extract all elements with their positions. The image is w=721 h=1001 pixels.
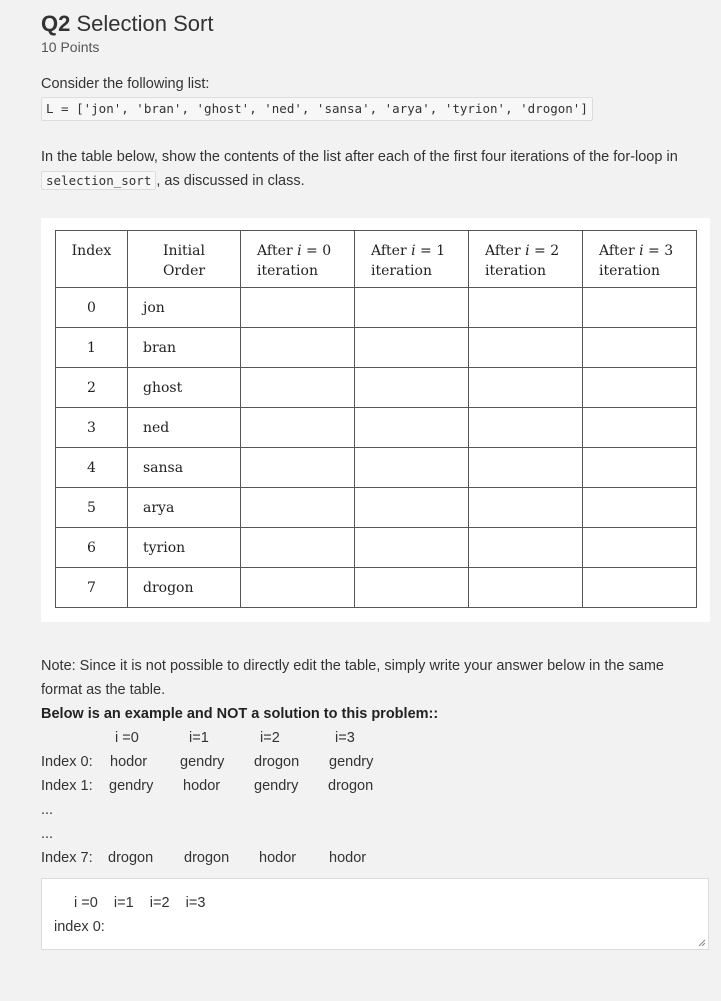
example-header-i3: i=3 bbox=[335, 730, 355, 746]
list-code-line bbox=[41, 97, 593, 121]
empty-cell bbox=[355, 328, 469, 368]
answer-line-header: i =0 i=1 i=2 i=3 bbox=[74, 895, 206, 911]
empty-cell bbox=[355, 568, 469, 608]
i-variable: i bbox=[639, 243, 644, 259]
example-value: drogon bbox=[254, 754, 300, 770]
empty-cell bbox=[583, 448, 697, 488]
empty-cell bbox=[355, 408, 469, 448]
header-initial-order bbox=[128, 231, 241, 288]
row-initial: sansa bbox=[128, 448, 241, 488]
empty-cell bbox=[583, 288, 697, 328]
example-value: hodor bbox=[259, 850, 297, 866]
row-initial: drogon bbox=[128, 568, 241, 608]
instruction-text bbox=[41, 145, 706, 193]
iter-number: 3 bbox=[664, 243, 674, 259]
i-variable: i bbox=[525, 243, 530, 259]
header-after-i-2 bbox=[469, 231, 583, 288]
note-block bbox=[41, 654, 706, 870]
example-value: gendry bbox=[254, 778, 299, 794]
table-header-row bbox=[56, 231, 697, 288]
equals-sign: = bbox=[306, 243, 318, 259]
row-index: 5 bbox=[56, 488, 128, 528]
instruction-before: In the table below, show the contents of the list after each of the first four iterations of the for-loop in bbox=[41, 149, 678, 165]
example-row bbox=[41, 750, 706, 774]
table-row bbox=[56, 288, 697, 328]
question-header bbox=[41, 10, 213, 55]
note-bold-text: Below is an example and NOT a solution to this problem:: bbox=[41, 706, 439, 722]
example-value: drogon bbox=[184, 850, 230, 866]
ellipsis-row bbox=[41, 822, 706, 846]
empty-cell bbox=[241, 488, 355, 528]
example-value: gendry bbox=[329, 754, 374, 770]
example-value: hodor bbox=[183, 778, 221, 794]
empty-cell bbox=[355, 448, 469, 488]
ellipsis: ... bbox=[41, 826, 54, 842]
row-initial: jon bbox=[128, 288, 241, 328]
empty-cell bbox=[241, 328, 355, 368]
empty-cell bbox=[583, 488, 697, 528]
answer-textarea[interactable] bbox=[41, 878, 709, 950]
example-value: hodor bbox=[110, 754, 148, 770]
after-label: After bbox=[599, 243, 635, 259]
selection-table bbox=[55, 230, 697, 608]
question-title bbox=[41, 10, 213, 38]
row-initial: tyrion bbox=[128, 528, 241, 568]
empty-cell bbox=[241, 448, 355, 488]
empty-cell bbox=[469, 408, 583, 448]
header-initial-word: Initial bbox=[163, 243, 205, 259]
row-index: 4 bbox=[56, 448, 128, 488]
empty-cell bbox=[355, 488, 469, 528]
example-row-label: Index 0: bbox=[41, 754, 93, 770]
example-value: drogon bbox=[328, 778, 374, 794]
after-label: After bbox=[485, 243, 521, 259]
table-row bbox=[56, 528, 697, 568]
empty-cell bbox=[355, 368, 469, 408]
table-row bbox=[56, 488, 697, 528]
header-after-i-1 bbox=[355, 231, 469, 288]
row-index: 6 bbox=[56, 528, 128, 568]
after-label: After bbox=[371, 243, 407, 259]
table-row bbox=[56, 408, 697, 448]
empty-cell bbox=[241, 568, 355, 608]
empty-cell bbox=[469, 488, 583, 528]
iter-number: 0 bbox=[322, 243, 332, 259]
header-index: Index bbox=[56, 231, 128, 288]
empty-cell bbox=[469, 288, 583, 328]
example-value: gendry bbox=[109, 778, 154, 794]
empty-cell bbox=[583, 408, 697, 448]
ellipsis-row bbox=[41, 798, 706, 822]
empty-cell bbox=[583, 368, 697, 408]
header-after-i-0 bbox=[241, 231, 355, 288]
example-row-label: Index 7: bbox=[41, 850, 93, 866]
row-initial: bran bbox=[128, 328, 241, 368]
row-initial: ghost bbox=[128, 368, 241, 408]
iteration-label: iteration bbox=[599, 263, 660, 279]
list-code: L = ['jon', 'bran', 'ghost', 'ned', 'sansa', 'arya', 'tyrion', 'drogon'] bbox=[41, 97, 593, 121]
example-value: gendry bbox=[180, 754, 225, 770]
empty-cell bbox=[469, 528, 583, 568]
note-text: Note: Since it is not possible to directly edit the table, simply write your answer below in the same format as the table. bbox=[41, 658, 664, 698]
empty-cell bbox=[469, 328, 583, 368]
empty-cell bbox=[469, 568, 583, 608]
example-row bbox=[41, 846, 706, 870]
instruction-code: selection_sort bbox=[41, 171, 156, 190]
table-row bbox=[56, 328, 697, 368]
empty-cell bbox=[469, 448, 583, 488]
i-variable: i bbox=[411, 243, 416, 259]
example-header-i0: i =0 bbox=[115, 730, 139, 746]
example-value: drogon bbox=[108, 850, 154, 866]
answer-line-index0: index 0: bbox=[54, 919, 105, 935]
table-row bbox=[56, 448, 697, 488]
instruction-after: , as discussed in class. bbox=[156, 173, 305, 189]
row-index: 2 bbox=[56, 368, 128, 408]
table-row bbox=[56, 368, 697, 408]
example-row bbox=[41, 774, 706, 798]
iteration-label: iteration bbox=[485, 263, 546, 279]
question-number: Q2 bbox=[41, 11, 71, 36]
header-after-i-3 bbox=[583, 231, 697, 288]
i-variable: i bbox=[297, 243, 302, 259]
after-label: After bbox=[257, 243, 293, 259]
example-header-row bbox=[41, 726, 706, 750]
example-header-i2: i=2 bbox=[260, 730, 280, 746]
row-index: 1 bbox=[56, 328, 128, 368]
empty-cell bbox=[355, 528, 469, 568]
row-initial: ned bbox=[128, 408, 241, 448]
equals-sign: = bbox=[648, 243, 660, 259]
empty-cell bbox=[583, 328, 697, 368]
empty-cell bbox=[583, 568, 697, 608]
question-title-text: Selection Sort bbox=[76, 11, 214, 36]
row-index: 3 bbox=[56, 408, 128, 448]
ellipsis: ... bbox=[41, 802, 54, 818]
empty-cell bbox=[241, 368, 355, 408]
empty-cell bbox=[241, 288, 355, 328]
iter-number: 1 bbox=[436, 243, 446, 259]
question-points: 10 Points bbox=[41, 39, 100, 55]
equals-sign: = bbox=[420, 243, 432, 259]
empty-cell bbox=[241, 408, 355, 448]
equals-sign: = bbox=[534, 243, 546, 259]
iteration-label: iteration bbox=[257, 263, 318, 279]
selection-table-card bbox=[41, 218, 710, 622]
row-index: 0 bbox=[56, 288, 128, 328]
header-order-word: Order bbox=[162, 263, 206, 279]
empty-cell bbox=[469, 368, 583, 408]
intro-text: Consider the following list: bbox=[41, 76, 210, 92]
resize-grip-icon[interactable] bbox=[698, 939, 706, 947]
example-header-i1: i=1 bbox=[189, 730, 209, 746]
table-row bbox=[56, 568, 697, 608]
empty-cell bbox=[583, 528, 697, 568]
iter-number: 2 bbox=[550, 243, 560, 259]
empty-cell bbox=[355, 288, 469, 328]
row-initial: arya bbox=[128, 488, 241, 528]
row-index: 7 bbox=[56, 568, 128, 608]
example-value: hodor bbox=[329, 850, 367, 866]
example-row-label: Index 1: bbox=[41, 778, 93, 794]
empty-cell bbox=[241, 528, 355, 568]
iteration-label: iteration bbox=[371, 263, 432, 279]
